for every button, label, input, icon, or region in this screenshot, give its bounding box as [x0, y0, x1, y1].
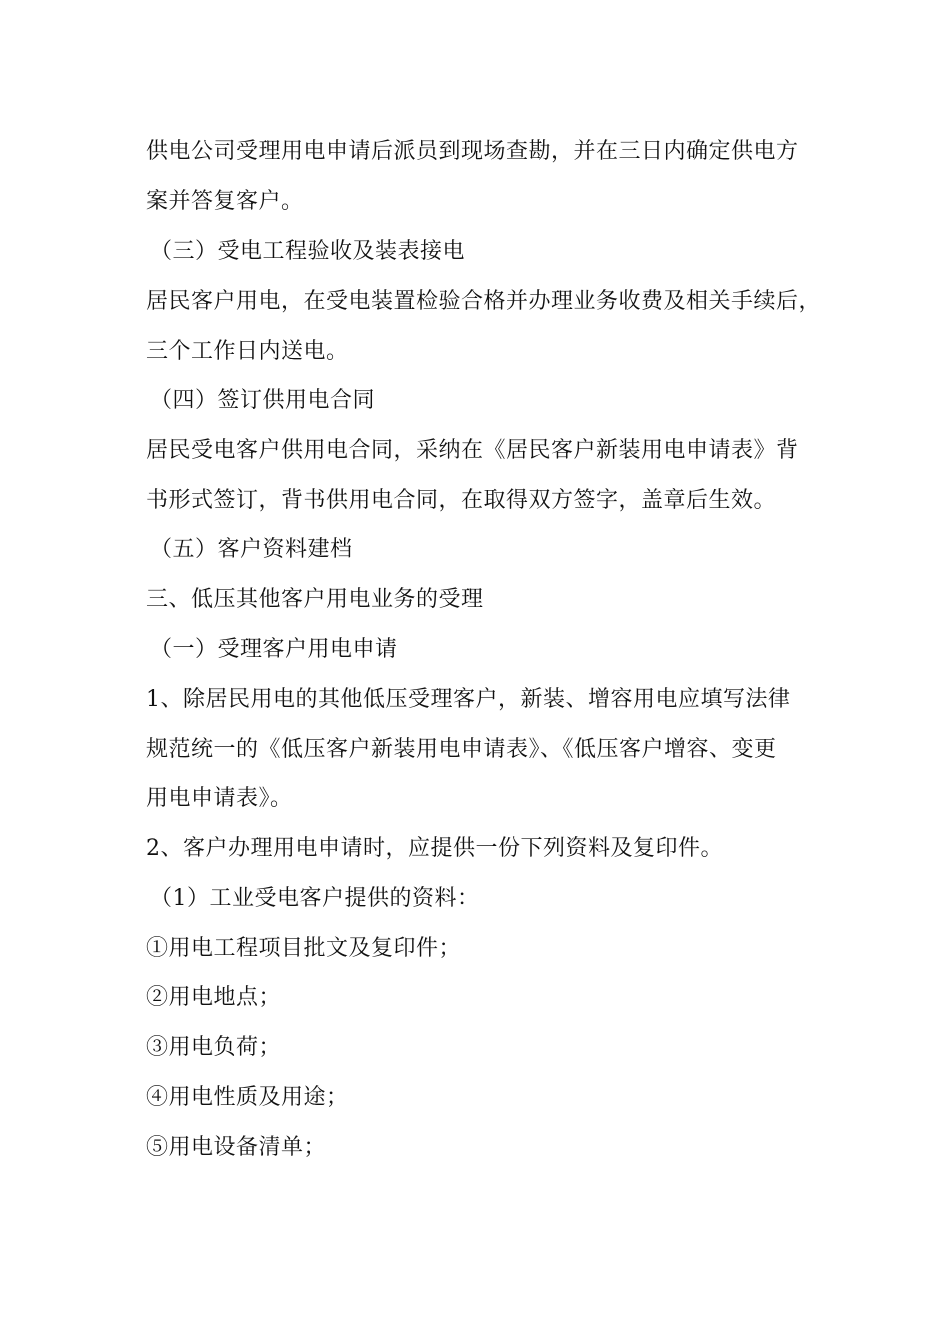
- chapter-heading: 三、低压其他客户用电业务的受理: [146, 587, 484, 612]
- list-item: ⑤用电设备清单；: [146, 1135, 327, 1160]
- paragraph-line: 1、除居民用电的其他低压受理客户，新装、增容用电应填写法律: [146, 687, 791, 712]
- section-heading: （一）受理客户用电申请: [150, 637, 398, 662]
- paragraph-line: 供电公司受理用电申请后派员到现场查勘，并在三日内确定供电方: [146, 139, 799, 164]
- subsection-heading: （1）工业受电客户提供的资料：: [150, 886, 480, 911]
- list-item: ④用电性质及用途；: [146, 1085, 349, 1110]
- paragraph-line: 居民受电客户供用电合同，采纳在《居民客户新装用电申请表》背: [146, 438, 799, 463]
- paragraph-line: 居民客户用电，在受电装置检验合格并办理业务收费及相关手续后，: [146, 289, 822, 314]
- paragraph-line: 规范统一的《低压客户新装用电申请表》、《低压客户增容、变更: [146, 737, 777, 762]
- paragraph-line: 书形式签订，背书供用电合同，在取得双方签字，盖章后生效。: [146, 488, 777, 513]
- paragraph-line: 案并答复客户。: [146, 189, 304, 214]
- list-item: ③用电负荷；: [146, 1035, 282, 1060]
- paragraph-line: 三个工作日内送电。: [146, 339, 349, 364]
- section-heading: （五）客户资料建档: [150, 537, 353, 562]
- list-item: ①用电工程项目批文及复印件；: [146, 936, 462, 961]
- paragraph-line: 用电申请表》。: [146, 786, 293, 811]
- paragraph-line: 2、客户办理用电申请时，应提供一份下列资料及复印件。: [146, 836, 723, 861]
- section-heading: （四）签订供用电合同: [150, 388, 376, 413]
- section-heading: （三）受电工程验收及装表接电: [150, 239, 466, 264]
- list-item: ②用电地点；: [146, 985, 282, 1010]
